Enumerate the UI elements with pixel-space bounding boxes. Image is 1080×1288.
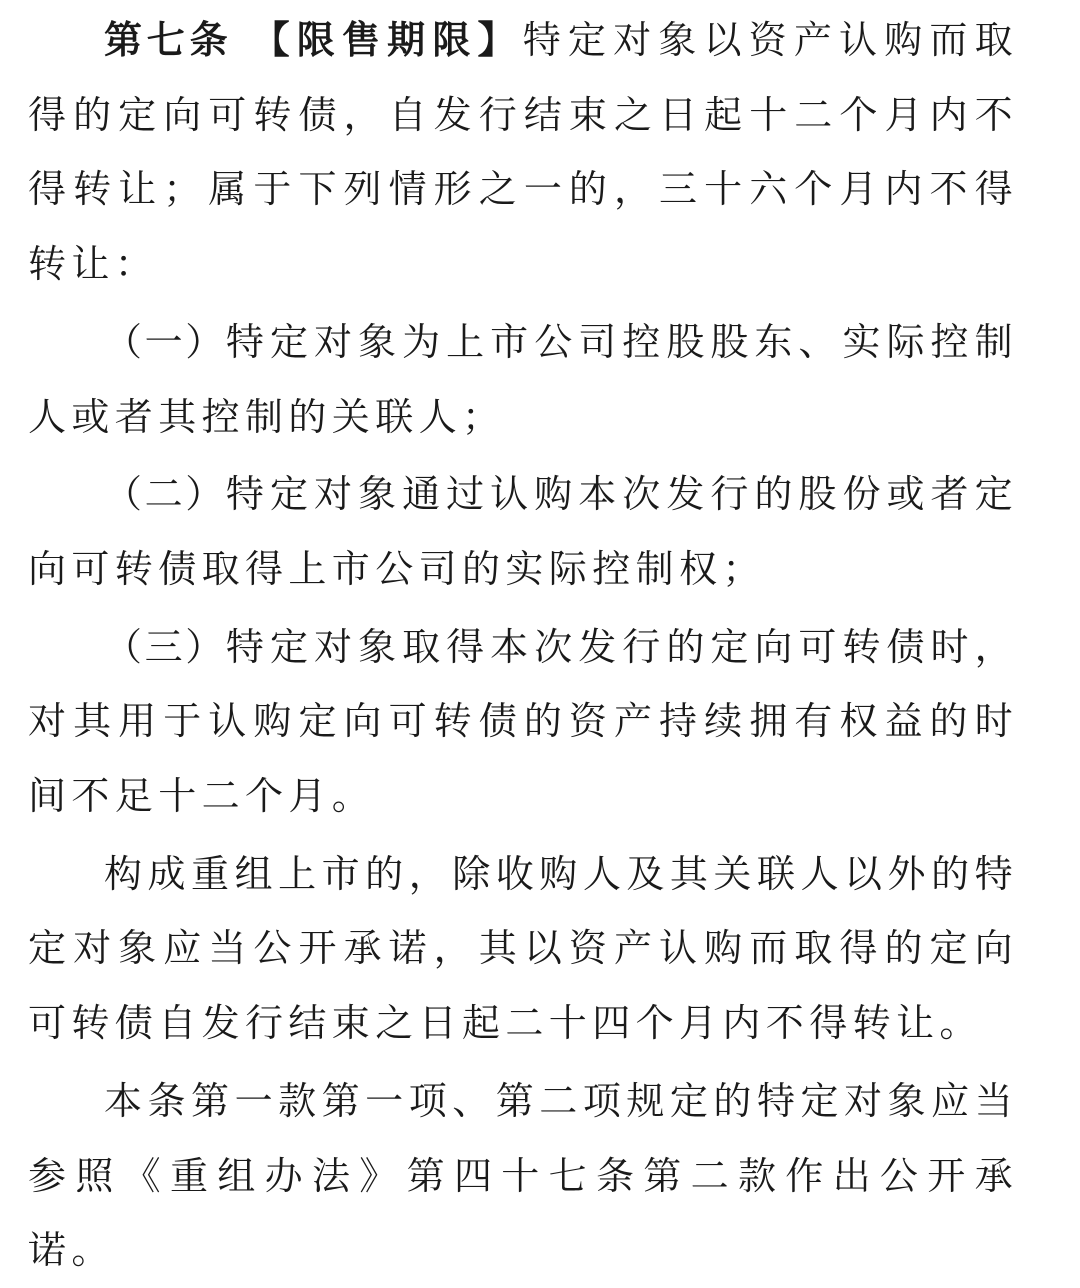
item-text: 特定对象取得本次发行的定向可转债时，对其用于认购定向可转债的资产持续拥有权益的时间不足十二个月。 bbox=[28, 624, 1018, 819]
item-marker: （三） bbox=[104, 624, 226, 669]
body-paragraph: 构成重组上市的，除收购人及其关联人以外的特定对象应当公开承诺，其以资产认购而取得的定向可转债自发行结束之日起二十四个月内不得转让。 bbox=[28, 851, 1018, 1046]
item-marker: （一） bbox=[104, 319, 226, 364]
article-intro-text: 特定对象以资产认购而取得的定向可转债，自发行结束之日起十二个月内不得转让；属于下列情形之一的，三十六个月内不得转让： bbox=[28, 18, 1018, 287]
list-item bbox=[28, 302, 1018, 454]
document-page bbox=[28, 0, 1018, 1288]
article-title: 【限售期限】 bbox=[251, 17, 523, 62]
item-text: 特定对象为上市公司控股股东、实际控制人或者其控制的关联人； bbox=[28, 319, 1018, 439]
item-marker: （二） bbox=[104, 472, 226, 517]
list-item bbox=[28, 607, 1018, 834]
item-text: 特定对象通过认购本次发行的股份或者定向可转债取得上市公司的实际控制权； bbox=[28, 472, 1018, 591]
article-intro-paragraph bbox=[28, 0, 1018, 302]
body-paragraph: 本条第一款第一项、第二项规定的特定对象应当参照《重组办法》第四十七条第二款作出公开承诺。 bbox=[28, 1078, 1018, 1273]
list-item bbox=[28, 454, 1018, 606]
article-number: 第七条 bbox=[104, 17, 233, 62]
